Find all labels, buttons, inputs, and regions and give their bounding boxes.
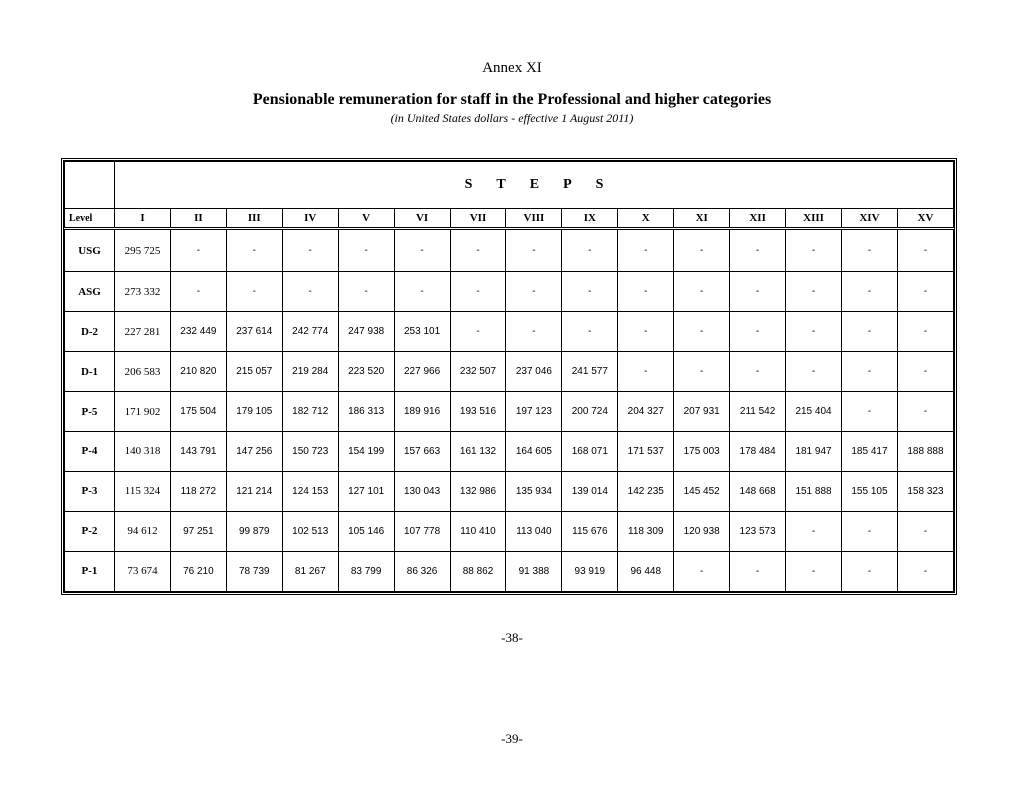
salary-cell: - [394,272,450,312]
salary-cell: 237 046 [506,352,562,392]
salary-cell: 118 309 [618,511,674,551]
salary-cell: - [170,229,226,272]
salary-cell: 130 043 [394,471,450,511]
salary-cell: 81 267 [282,551,338,591]
step-column-header: II [170,209,226,229]
steps-letter: P [563,177,572,192]
steps-letter: E [529,177,540,192]
salary-cell: - [897,229,953,272]
salary-cell: 179 105 [226,392,282,432]
salary-cell: - [618,272,674,312]
remuneration-table [64,161,954,592]
page-title: Pensionable remuneration for staff in the Professional and higher categories [252,91,772,108]
salary-cell: - [730,551,786,591]
level-cell: P-4 [65,432,115,472]
table-row [65,272,954,312]
steps-heading [115,162,954,209]
salary-cell: 124 153 [282,471,338,511]
salary-cell: - [841,229,897,272]
step-column-header: XI [674,209,730,229]
salary-cell: 193 516 [450,392,506,432]
salary-cell: 99 879 [226,511,282,551]
salary-cell: 148 668 [730,471,786,511]
salary-cell: - [730,229,786,272]
salary-cell: - [897,511,953,551]
step-column-header: III [226,209,282,229]
salary-cell: - [282,229,338,272]
level-cell: D-1 [65,352,115,392]
salary-cell: 96 448 [618,551,674,591]
salary-cell: - [562,229,618,272]
table-row [65,392,954,432]
salary-cell: 135 934 [506,471,562,511]
salary-cell: - [897,272,953,312]
salary-cell: 83 799 [338,551,394,591]
salary-cell: 232 507 [450,352,506,392]
salary-cell: 120 938 [674,511,730,551]
step-column-header: IX [562,209,618,229]
page-number: -39- [501,731,523,746]
steps-letter: S [464,177,473,192]
salary-cell: - [450,312,506,352]
table-row [65,352,954,392]
salary-cell: 86 326 [394,551,450,591]
column-header-row [65,209,954,229]
salary-cell: 211 542 [730,392,786,432]
salary-cell: 113 040 [506,511,562,551]
salary-cell: 158 323 [897,471,953,511]
salary-cell: - [786,272,842,312]
salary-cell: - [562,312,618,352]
step-column-header: VIII [506,209,562,229]
salary-cell: 164 605 [506,432,562,472]
step-column-header: XII [730,209,786,229]
salary-cell: 227 281 [115,312,171,352]
salary-cell: 241 577 [562,352,618,392]
salary-cell: - [674,312,730,352]
salary-cell: 215 057 [226,352,282,392]
salary-cell: - [841,352,897,392]
salary-cell: 145 452 [674,471,730,511]
salary-cell: 127 101 [338,471,394,511]
salary-cell: 206 583 [115,352,171,392]
step-column-header: XIII [786,209,842,229]
salary-cell: 200 724 [562,392,618,432]
salary-cell: 154 199 [338,432,394,472]
salary-cell: - [841,551,897,591]
salary-cell: 186 313 [338,392,394,432]
table-row [65,229,954,272]
salary-cell: - [786,511,842,551]
salary-cell: - [506,272,562,312]
salary-cell: - [338,272,394,312]
salary-cell: 151 888 [786,471,842,511]
salary-cell: 185 417 [841,432,897,472]
salary-cell: 178 484 [730,432,786,472]
salary-cell: 105 146 [338,511,394,551]
step-column-header: I [115,209,171,229]
salary-cell: 182 712 [282,392,338,432]
salary-cell: - [730,312,786,352]
step-column-header: XV [897,209,953,229]
salary-cell: 118 272 [170,471,226,511]
salary-cell: 102 513 [282,511,338,551]
salary-cell: - [226,272,282,312]
table-row [65,471,954,511]
level-cell: D-2 [65,312,115,352]
salary-cell: 132 986 [450,471,506,511]
salary-cell: 253 101 [394,312,450,352]
salary-cell: - [841,312,897,352]
annex-label: Annex XI [482,60,542,76]
page-subtitle: (in United States dollars - effective 1 August 2011) [390,111,634,125]
salary-cell: - [674,272,730,312]
salary-cell: 242 774 [282,312,338,352]
page-number: -38- [501,630,523,645]
salary-cell: 94 612 [115,511,171,551]
salary-cell: 188 888 [897,432,953,472]
salary-cell: - [618,312,674,352]
step-column-header: VI [394,209,450,229]
salary-cell: 207 931 [674,392,730,432]
salary-cell: - [730,272,786,312]
salary-cell: - [506,229,562,272]
salary-cell: - [786,229,842,272]
salary-cell: - [170,272,226,312]
salary-cell: 168 071 [562,432,618,472]
step-column-header: X [618,209,674,229]
salary-cell: 175 504 [170,392,226,432]
salary-cell: 76 210 [170,551,226,591]
salary-cell: - [786,352,842,392]
salary-cell: 110 410 [450,511,506,551]
salary-cell: - [394,229,450,272]
level-cell: P-1 [65,551,115,591]
step-column-header: IV [282,209,338,229]
level-cell: P-5 [65,392,115,432]
table-row [65,312,954,352]
salary-cell: - [841,392,897,432]
salary-cell: - [897,352,953,392]
salary-cell: - [841,272,897,312]
step-column-header: XIV [841,209,897,229]
salary-cell: - [897,312,953,352]
salary-cell: 232 449 [170,312,226,352]
salary-cell: 123 573 [730,511,786,551]
salary-cell: 147 256 [226,432,282,472]
salary-cell: 142 235 [618,471,674,511]
salary-cell: 115 676 [562,511,618,551]
table-row [65,511,954,551]
steps-letter: S [595,177,604,192]
level-corner-cell [65,162,115,209]
salary-cell: 215 404 [786,392,842,432]
salary-cell: - [450,272,506,312]
salary-cell: 140 318 [115,432,171,472]
salary-cell: - [282,272,338,312]
salary-cell: 227 966 [394,352,450,392]
level-cell: USG [65,229,115,272]
salary-cell: - [338,229,394,272]
salary-cell: - [562,272,618,312]
salary-cell: - [674,551,730,591]
table-row [65,551,954,591]
salary-cell: - [730,352,786,392]
salary-cell: 121 214 [226,471,282,511]
salary-cell: 115 324 [115,471,171,511]
level-cell: P-2 [65,511,115,551]
salary-cell: 143 791 [170,432,226,472]
salary-cell: 161 132 [450,432,506,472]
salary-cell: 171 537 [618,432,674,472]
salary-cell: - [618,352,674,392]
salary-cell: 73 674 [115,551,171,591]
salary-cell: 189 916 [394,392,450,432]
salary-cell: - [786,312,842,352]
salary-cell: 150 723 [282,432,338,472]
level-cell: ASG [65,272,115,312]
salary-cell: - [786,551,842,591]
salary-cell: - [674,229,730,272]
salary-cell: 78 739 [226,551,282,591]
level-column-header: Level [65,209,115,229]
salary-cell: 88 862 [450,551,506,591]
salary-cell: - [897,392,953,432]
salary-cell: - [450,229,506,272]
salary-cell: 204 327 [618,392,674,432]
salary-cell: 247 938 [338,312,394,352]
salary-cell: 223 520 [338,352,394,392]
salary-cell: 155 105 [841,471,897,511]
salary-cell: - [897,551,953,591]
salary-cell: - [506,312,562,352]
salary-cell: - [618,229,674,272]
table-row [65,432,954,472]
salary-cell: 210 820 [170,352,226,392]
steps-header-row [65,162,954,209]
salary-cell: 171 902 [115,392,171,432]
steps-letter: T [496,177,506,192]
salary-cell: 139 014 [562,471,618,511]
salary-cell: 93 919 [562,551,618,591]
salary-cell: 237 614 [226,312,282,352]
remuneration-table-frame [61,158,957,595]
salary-cell: 181 947 [786,432,842,472]
step-column-header: VII [450,209,506,229]
salary-cell: 197 123 [506,392,562,432]
salary-cell: - [226,229,282,272]
salary-cell: 91 388 [506,551,562,591]
salary-cell: 273 332 [115,272,171,312]
salary-cell: 157 663 [394,432,450,472]
step-column-header: V [338,209,394,229]
salary-cell: 295 725 [115,229,171,272]
salary-cell: - [841,511,897,551]
salary-cell: 175 003 [674,432,730,472]
salary-cell: 97 251 [170,511,226,551]
salary-cell: - [674,352,730,392]
level-cell: P-3 [65,471,115,511]
salary-cell: 107 778 [394,511,450,551]
salary-cell: 219 284 [282,352,338,392]
